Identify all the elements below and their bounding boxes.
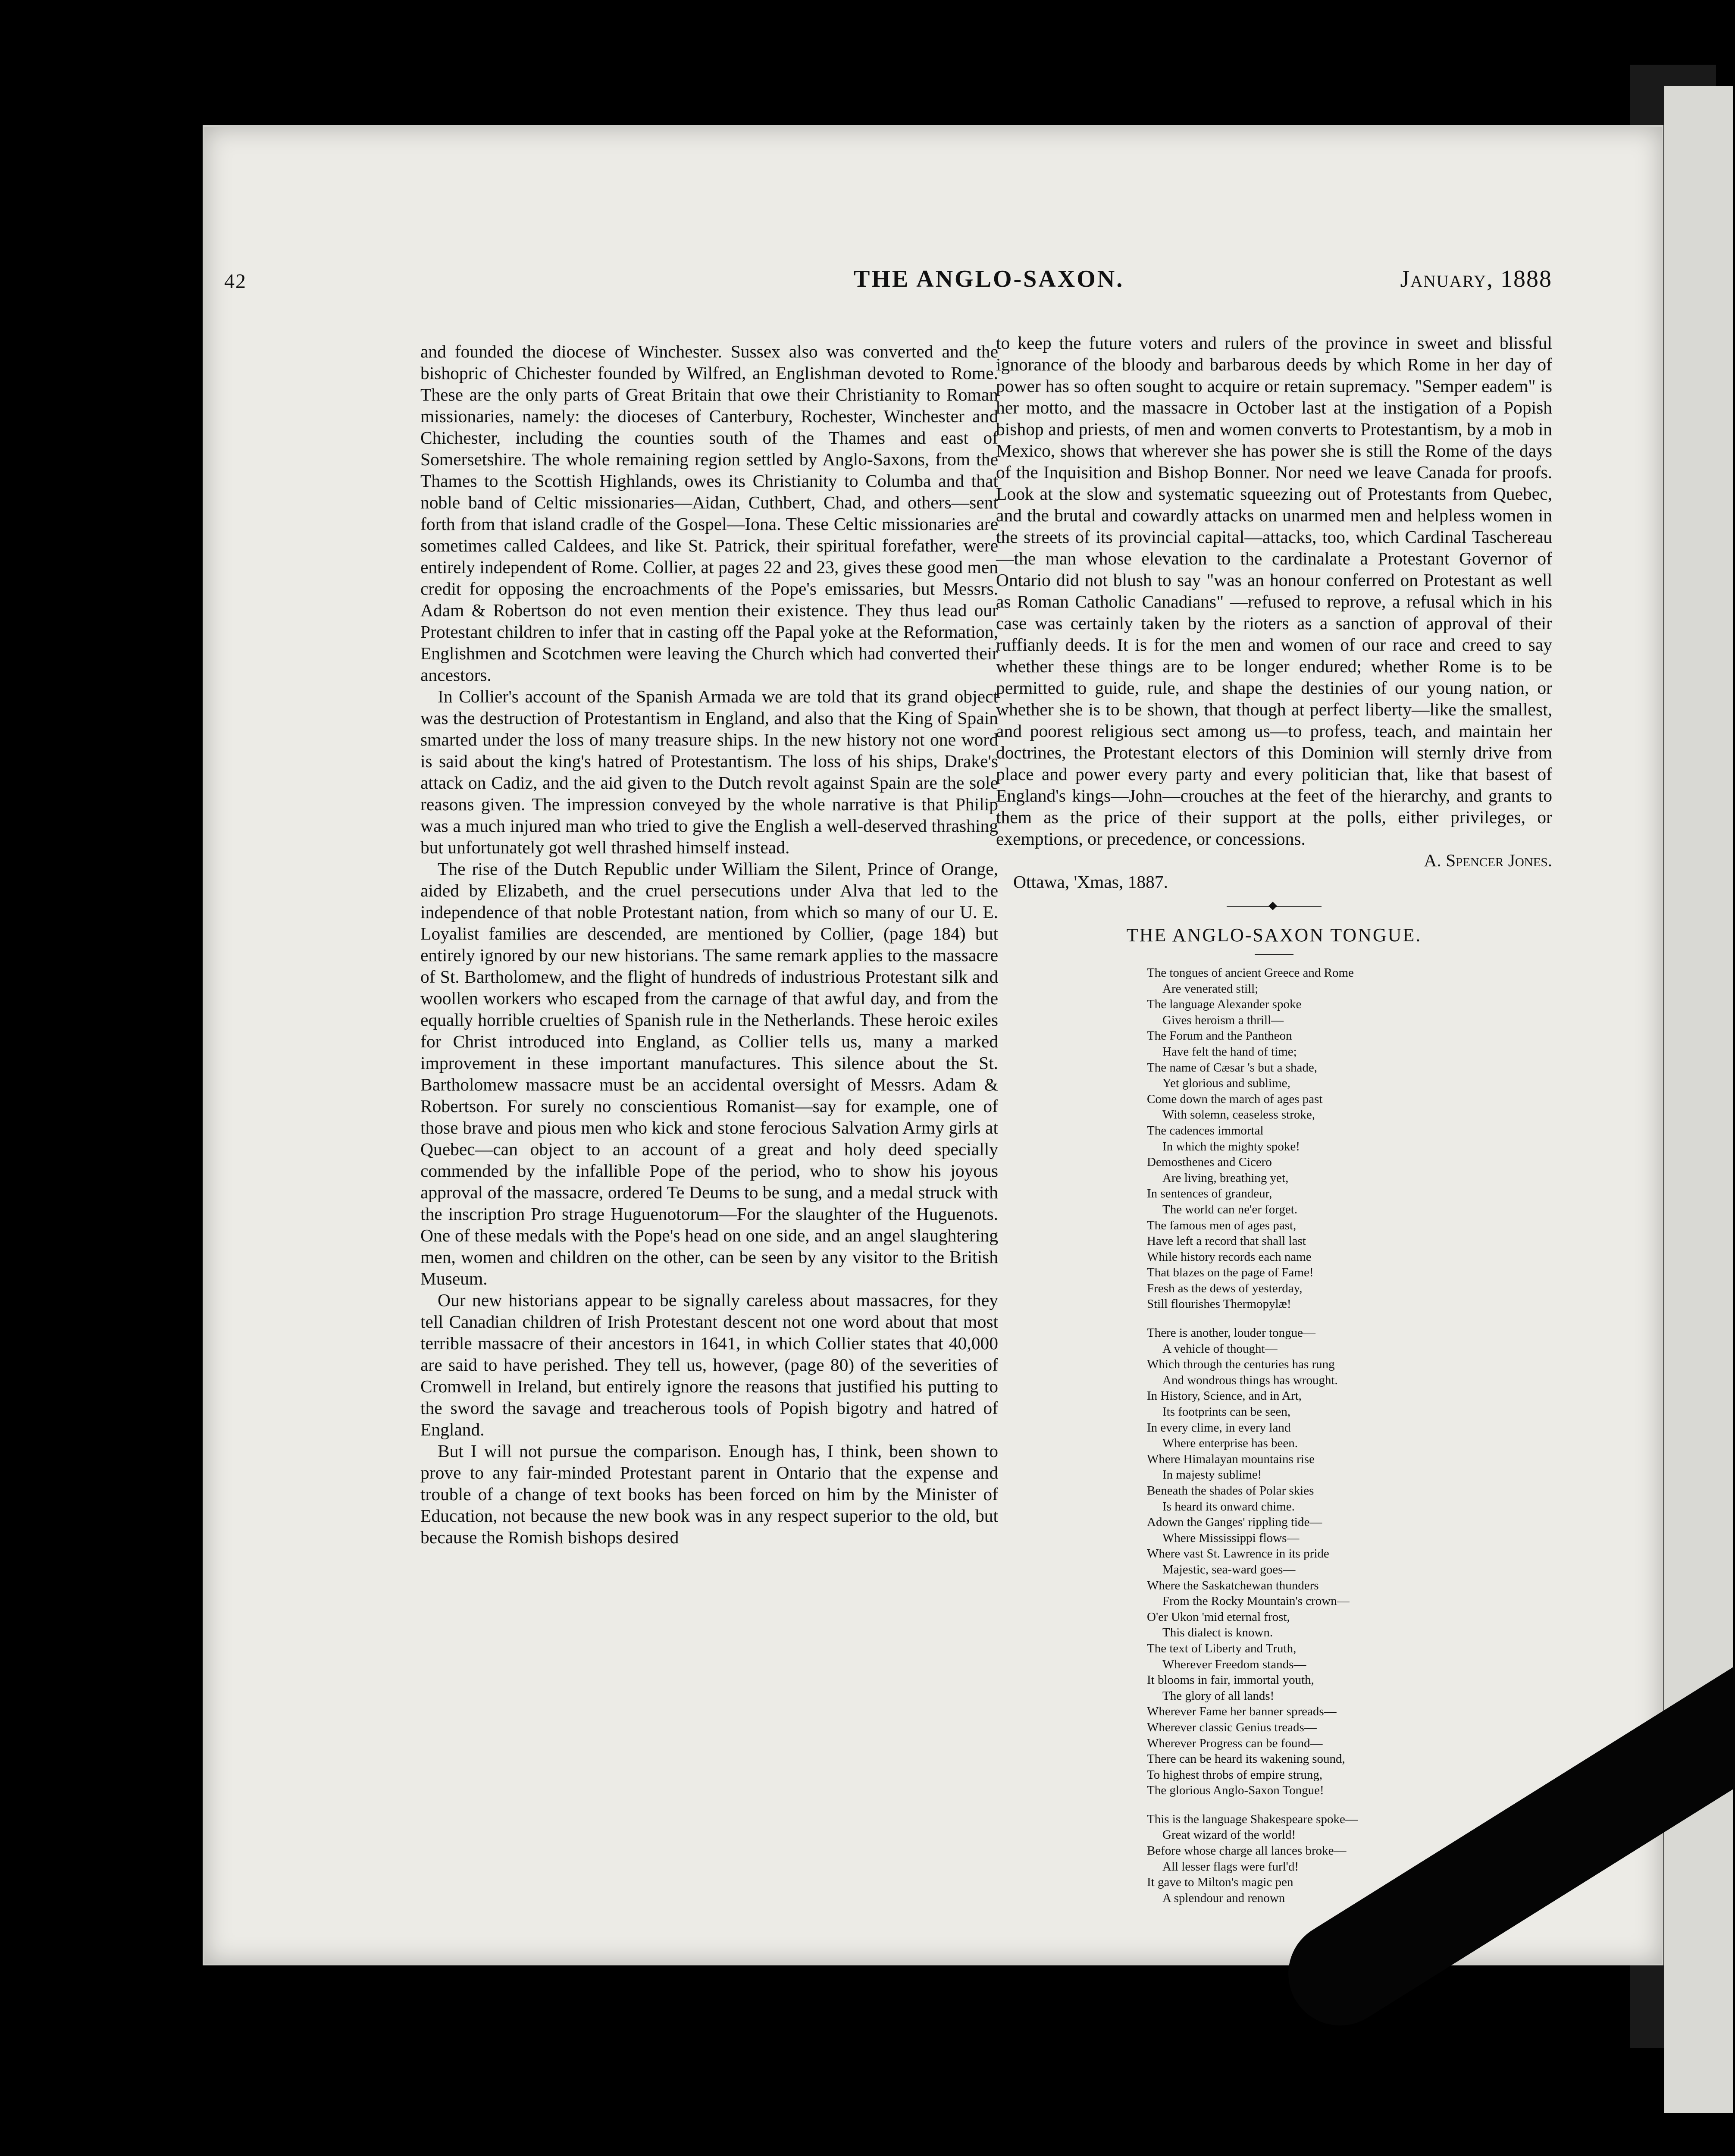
poem-line: The world can ne'er forget. bbox=[1162, 1202, 1298, 1216]
poem-line: Great wizard of the world! bbox=[1162, 1828, 1296, 1842]
article-paragraph: The rise of the Dutch Republic under William the Silent, Prince of Orange, aided by Elizabeth, and the cruel persecutions under Alva that led to the independence of that noble Protestant nation, from which so many of our U. E. Loyalist families are descended, are mentioned by Collier, (page 184) but entirely ignored by our new historians. The same remark applies to the massacre of St. Bartholomew, and the flight of hundreds of industrious Protestant silk and woollen workers who escaped from the carnage of that awful day, and from the equally horrible cruelties of Spanish rule in the Netherlands. These heroic exiles for Christ introduced into England, as Collier tells us, many a marked improvement in these important manufactures. This silence about the St. Bartholomew massacre must be an accidental oversight of Messrs. Adam & Robertson. For surely no conscientious Romanist—say for example, one of those brave and pious men who kick and stone ferocious Salvation Army girls at Quebec—can object to an account of a great and holy deed specially commended by the infallible Pope of the period, who to show his joyous approval of the massacre, ordered Te Deums to be sung, and a medal struck with the inscription Pro strage Huguenotorum—For the slaughter of the Huguenots. One of these medals with the Pope's head on one side, and an angel slaughtering men, women and children on the other, can be seen by any visitor to the British Museum. bbox=[420, 859, 998, 1288]
right-column bbox=[996, 332, 1552, 1919]
poem-line: Where Himalayan mountains rise bbox=[1147, 1452, 1315, 1466]
poem-line: There can be heard its wakening sound, bbox=[1147, 1752, 1345, 1766]
poem-line: O'er Ukon 'mid eternal frost, bbox=[1147, 1610, 1290, 1624]
poem-line: Still flourishes Thermopylæ! bbox=[1147, 1297, 1291, 1311]
left-column bbox=[420, 341, 998, 1548]
poem-line: That blazes on the page of Fame! bbox=[1147, 1266, 1314, 1280]
article-paragraph: and founded the diocese of Winchester. Sussex also was converted and the bishopric of Chichester founded by Wilfred, an Englishman devoted to Rome. These are the only parts of Great Britain that owe their Christianity to Roman missionaries, namely: the dioceses of Canterbury, Rochester, Winchester and Chichester, including the counties south of the Thames and east of Somersetshire. The whole remaining region settled by Anglo-Saxons, from the Thames to the Scottish Highlands, owes its Christianity to Columba and that noble band of Celtic missionaries—Aidan, Cuthbert, Chad, and others—sent forth from that island cradle of the Gospel—Iona. These Celtic missionaries are sometimes called Caldees, and like St. Patrick, their spiritual forefather, were entirely independent of Rome. Collier, at pages 22 and 23, gives these good men credit for opposing the encroachments of the Pope's emissaries, but Messrs. Adam & Robertson do not even mention their existence. They thus lead our Protestant children to infer that in casting off the Papal yoke at the Reformation, Englishmen and Scotchmen were leaving the Church which had converted their ancestors. bbox=[420, 342, 998, 685]
poem-body bbox=[1147, 965, 1552, 1906]
poem-line: This is the language Shakespeare spoke— bbox=[1147, 1812, 1358, 1826]
poem-line: In every clime, in every land bbox=[1147, 1420, 1291, 1435]
poem-line: Beneath the shades of Polar skies bbox=[1147, 1484, 1314, 1498]
article-paragraph: In Collier's account of the Spanish Armada we are told that its grand object was the destruction of Protestantism in England, and also that the King of Spain smarted under the loss of many treasure ships. In the new history not one word is said about the king's hatred of Protestantism. The loss of his ships, Drake's attack on Cadiz, and the aid given to the Dutch revolt against Spain are the sole reasons given. The impression conveyed by the whole narrative is that Philip was a much injured man who tried to give the English a well-deserved thrashing but unfortunately got well thrashed himself instead. bbox=[420, 686, 998, 857]
poem-line: The text of Liberty and Truth, bbox=[1147, 1641, 1297, 1655]
poem-line: Have left a record that shall last bbox=[1147, 1234, 1306, 1248]
poem-line: Yet glorious and sublime, bbox=[1162, 1076, 1290, 1091]
poem-line: The glorious Anglo-Saxon Tongue! bbox=[1147, 1783, 1324, 1798]
poem-line: It blooms in fair, immortal youth, bbox=[1147, 1673, 1314, 1687]
poem-line: Gives heroism a thrill— bbox=[1162, 1013, 1284, 1027]
poem-line: From the Rocky Mountain's crown— bbox=[1162, 1594, 1350, 1608]
poem-stanza bbox=[1147, 1325, 1552, 1799]
poem-line: All lesser flags were furl'd! bbox=[1162, 1859, 1299, 1874]
poem-line: Are venerated still; bbox=[1162, 981, 1259, 996]
poem-line: Where vast St. Lawrence in its pride bbox=[1147, 1547, 1329, 1561]
issue-date: January, 1888 bbox=[1400, 266, 1552, 292]
poem-line: Its footprints can be seen, bbox=[1162, 1405, 1291, 1419]
poem-line: Come down the march of ages past bbox=[1147, 1092, 1323, 1106]
poem-stanza bbox=[1147, 965, 1552, 1312]
poem-line: A vehicle of thought— bbox=[1162, 1341, 1278, 1356]
poem-line: The tongues of ancient Greece and Rome bbox=[1147, 966, 1354, 980]
poem-line: Where the Saskatchewan thunders bbox=[1147, 1578, 1319, 1592]
poem-line: Where Mississippi flows— bbox=[1162, 1531, 1300, 1545]
poem-line: Before whose charge all lances broke— bbox=[1147, 1844, 1347, 1858]
article-paragraph: to keep the future voters and rulers of the province in sweet and blissful ignorance of the bloody and barbarous deeds by which Rome in her day of power has so often sought to acquire or retain supremacy. "Semper eadem" is her motto, and the massacre in October last at the instigation of a Popish bishop and priests, of men and women converts to Protestantism, by a mob in Mexico, shows that wherever she has power she is still the Rome of the days of the Inquisition and Bishop Bonner. Nor need we leave Canada for proofs. Look at the slow and systematic squeezing out of Protestants from Quebec, and the brutal and cowardly attacks on unarmed men and helpless women in the streets of its provincial capital—attacks, too, which Cardinal Taschereau—the man whose elevation to the cardinalate a Protestant Governor of Ontario did not blush to say "was an honour conferred on Protestant as well as Roman Catholic Canadians" —refused to reprove, a refusal which in his case was certainly taken by the rioters as a sanction of approval of their ruffianly deeds. It is for the men and women of our race and creed to say whether these things are to be longer endured; whether Rome is to be permitted to guide, rule, and shape the destinies of our young nation, or whether she is to be shown, that though at perfect liberty—like the smallest, and poorest religious sect among us—to profess, teach, and maintain her doctrines, the Protestant electors of this Dominion will sternly drive from place and power every party and every politician that, like that basest of England's kings—John—crouches at the feet of the hierarchy, and grants to them as the price of their support at the polls, either privileges, or exemptions, or precedence, or concessions. bbox=[996, 333, 1552, 849]
page-number: 42 bbox=[224, 270, 247, 293]
poem-line: Wherever classic Genius treads— bbox=[1147, 1720, 1317, 1734]
section-divider bbox=[1227, 906, 1322, 908]
poem-line: Is heard its onward chime. bbox=[1162, 1499, 1295, 1514]
author-signature: A. Spencer Jones. bbox=[1424, 850, 1552, 870]
poem-line: In History, Science, and in Art, bbox=[1147, 1389, 1302, 1403]
poem-line: Are living, breathing yet, bbox=[1162, 1171, 1289, 1185]
poem-line: Have felt the hand of time; bbox=[1162, 1044, 1297, 1059]
poem-line: To highest throbs of empire strung, bbox=[1147, 1767, 1323, 1782]
poem-line: The name of Cæsar 's but a shade, bbox=[1147, 1060, 1318, 1075]
poem-line: It gave to Milton's magic pen bbox=[1147, 1875, 1293, 1890]
poem-line: The famous men of ages past, bbox=[1147, 1218, 1297, 1232]
page-header bbox=[224, 265, 1552, 304]
article-paragraph: Our new historians appear to be signally careless about massacres, for they tell Canadian children of Irish Protestant descent not one word about that most terrible massacre of their ancestors in 1641, in which Collier states that 40,000 are said to have perished. They tell us, however, (page 80) of the severities of Cromwell in Ireland, but entirely ignore the reasons that justified his putting to the sword the savage and treacherous tools of Popish bigotry and hatred of England. bbox=[420, 1290, 998, 1439]
poem-line: Which through the centuries has rung bbox=[1147, 1357, 1335, 1372]
poem-line: Fresh as the dews of yesterday, bbox=[1147, 1281, 1303, 1295]
journal-title: THE ANGLO-SAXON. bbox=[854, 266, 1124, 292]
poem-line: Majestic, sea-ward goes— bbox=[1162, 1562, 1296, 1576]
dateline: Ottawa, 'Xmas, 1887. bbox=[1013, 872, 1168, 892]
poem-line: Where enterprise has been. bbox=[1162, 1436, 1298, 1451]
poem-line: In sentences of grandeur, bbox=[1147, 1187, 1272, 1201]
poem-line: Wherever Fame her banner spreads— bbox=[1147, 1705, 1337, 1719]
poem-line: And wondrous things has wrought. bbox=[1162, 1373, 1338, 1387]
poem-line: The cadences immortal bbox=[1147, 1123, 1264, 1138]
poem-line: Demosthenes and Cicero bbox=[1147, 1155, 1272, 1169]
title-rule bbox=[1255, 954, 1293, 955]
poem-line: The Forum and the Pantheon bbox=[1147, 1029, 1292, 1043]
poem-line: In majesty sublime! bbox=[1162, 1468, 1262, 1482]
article-paragraph: But I will not pursue the comparison. Enough has, I think, been shown to prove to any fair-minded Protestant parent in Ontario that the expense and trouble of a change of text books has been forced on him by the Minister of Education, not because the new book was in any respect superior to the old, but because the Romish bishops desired bbox=[420, 1441, 998, 1547]
poem-line: A splendour and renown bbox=[1162, 1891, 1285, 1905]
poem-line: This dialect is known. bbox=[1162, 1626, 1273, 1640]
poem-title: THE ANGLO-SAXON TONGUE. bbox=[1126, 924, 1422, 946]
poem-line: With solemn, ceaseless stroke, bbox=[1162, 1108, 1315, 1122]
poem-line: While history records each name bbox=[1147, 1250, 1312, 1264]
poem-line: There is another, louder tongue— bbox=[1147, 1326, 1316, 1340]
poem-line: Wherever Freedom stands— bbox=[1162, 1657, 1306, 1671]
poem-line: Adown the Ganges' rippling tide— bbox=[1147, 1515, 1322, 1529]
poem-line: The language Alexander spoke bbox=[1147, 997, 1302, 1012]
poem-line: In which the mighty spoke! bbox=[1162, 1139, 1300, 1153]
poem-line: Wherever Progress can be found— bbox=[1147, 1736, 1323, 1750]
poem-line: The glory of all lands! bbox=[1162, 1689, 1275, 1703]
